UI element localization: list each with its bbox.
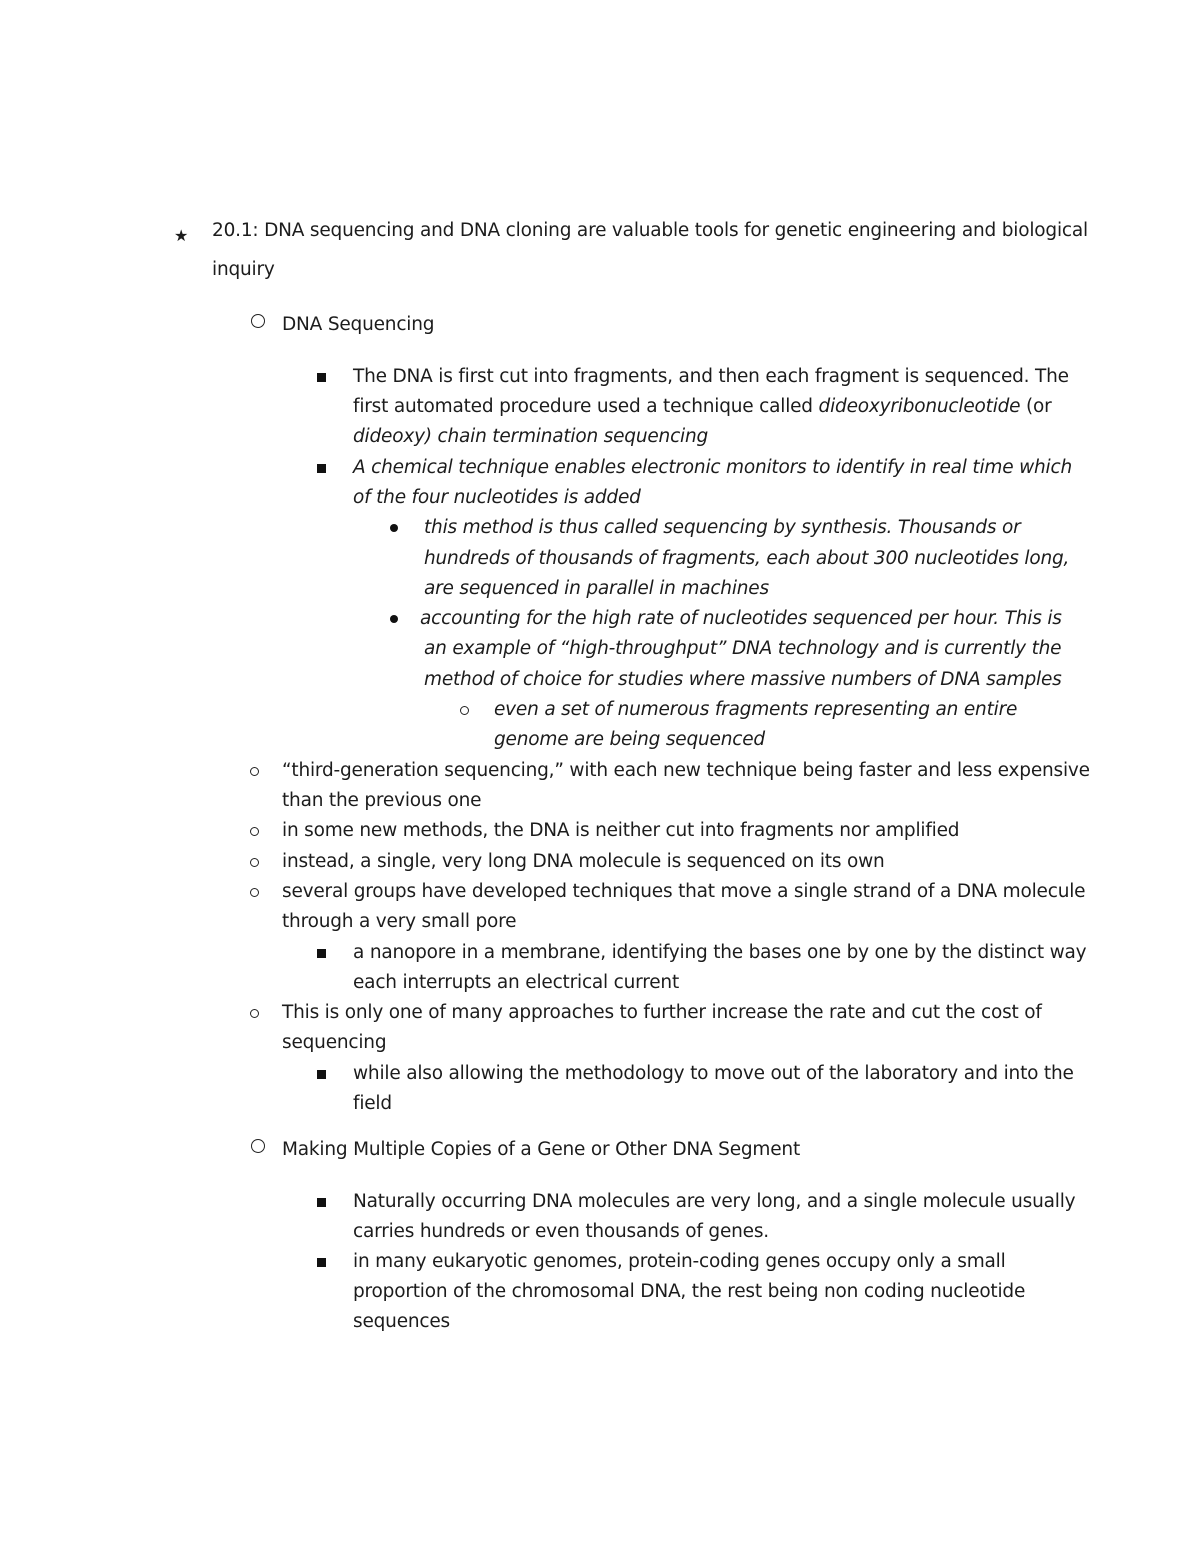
list-item-text: (or [1020,396,1052,417]
list-item-line: method of choice for studies where massive numbers of DNA samples [424,669,1062,690]
list-item-line: sequencing [282,1032,387,1053]
square-bullet-icon [317,1198,326,1207]
list-item-line: of the four nucleotides is added [353,487,641,508]
circle-icon [251,314,265,328]
square-bullet-icon [317,1258,326,1267]
list-item-line: proportion of the chromosomal DNA, the rest being non coding nucleotide [353,1281,1026,1302]
list-item-line: dideoxy) chain termination sequencing [353,426,709,447]
list-item-line: in some new methods, the DNA is neither cut into fragments nor amplified [282,820,960,841]
list-item-line: in many eukaryotic genomes, protein-coding genes occupy only a small [353,1251,1006,1272]
subsection-title: Making Multiple Copies of a Gene or Other DNA Segment [282,1139,801,1160]
list-item-line: than the previous one [282,790,482,811]
list-item-line: each interrupts an electrical current [353,972,680,993]
list-item-text: first automated procedure used a technique called [353,396,819,417]
list-item-line: carries hundreds or even thousands of genes. [353,1221,769,1242]
list-item-line: instead, a single, very long DNA molecule is sequenced on its own [282,851,885,872]
circle-icon [250,1009,259,1018]
list-item-line: even a set of numerous fragments representing an entire [494,699,1018,720]
circle-icon [250,888,259,897]
circle-icon [251,1139,265,1153]
star-icon: ★ [174,226,189,245]
list-item-line: while also allowing the methodology to move out of the laboratory and into the [353,1063,1074,1084]
list-item-line: accounting for the high rate of nucleotides sequenced per hour. This is [420,608,1062,629]
list-item-line [353,392,1052,422]
list-item-line: genome are being sequenced [494,729,765,750]
list-item-line: “third-generation sequencing,” with each new technique being faster and less expensive [282,760,1090,781]
subsection-title: DNA Sequencing [282,314,435,335]
list-item-line: are sequenced in parallel in machines [424,578,769,599]
list-item-line: sequences [353,1311,450,1332]
list-item-line: hundreds of thousands of fragments, each about 300 nucleotides long, [424,548,1070,569]
list-item-line: field [353,1093,392,1114]
list-item-line: Naturally occurring DNA molecules are very long, and a single molecule usually [353,1191,1076,1212]
list-item-line: A chemical technique enables electronic monitors to identify in real time which [353,457,1072,478]
list-item-line: several groups have developed techniques that move a single strand of a DNA molecule [282,881,1086,902]
square-bullet-icon [317,373,326,382]
list-item-line: a nanopore in a membrane, identifying the bases one by one by the distinct way [353,942,1087,963]
list-item-line: an example of “high-throughput” DNA technology and is currently the [424,638,1062,659]
list-item-line: This is only one of many approaches to further increase the rate and cut the cost of [282,1002,1042,1023]
list-item-line: this method is thus called sequencing by synthesis. Thousands or [424,517,1021,538]
circle-icon [460,706,469,715]
list-item-line: through a very small pore [282,911,517,932]
emphasis-term: dideoxyribonucleotide [818,396,1021,417]
dot-bullet-icon [390,615,398,623]
circle-icon [250,767,259,776]
circle-icon [250,858,259,867]
circle-icon [250,827,259,836]
square-bullet-icon [317,949,326,958]
square-bullet-icon [317,464,326,473]
square-bullet-icon [317,1070,326,1079]
list-item-line: The DNA is first cut into fragments, and then each fragment is sequenced. The [353,366,1069,387]
dot-bullet-icon [390,524,398,532]
section-heading-line-1: 20.1: DNA sequencing and DNA cloning are valuable tools for genetic engineering and biological [212,220,1088,241]
section-heading-line-2: inquiry [212,259,275,280]
